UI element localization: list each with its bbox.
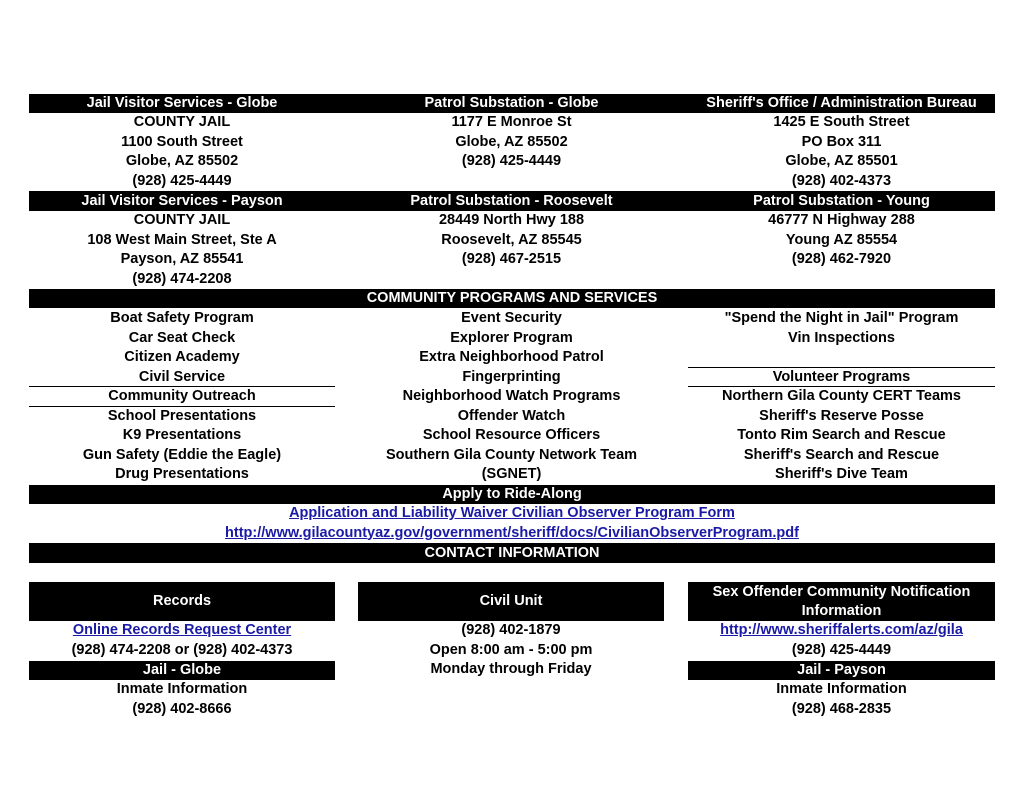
ride-along-form-row <box>29 504 995 524</box>
phone: (928) 467-2515 <box>461 251 562 267</box>
civil-unit-header: Civil Unit <box>358 582 664 621</box>
program-item: Extra Neighborhood Patrol <box>419 349 604 365</box>
admin-address <box>688 113 995 191</box>
divider <box>29 386 335 387</box>
ride-along-url-row <box>29 524 995 544</box>
text-line: Roosevelt, AZ 85545 <box>441 231 582 248</box>
divider <box>688 367 995 368</box>
program-item: Car Seat Check <box>128 329 236 346</box>
text-line: 108 West Main Street, Ste A <box>87 231 277 248</box>
phone: (928) 425-4449 <box>132 172 232 189</box>
text-line: Globe, AZ 85502 <box>455 133 568 150</box>
program-item: School Resource Officers <box>422 427 601 443</box>
records-info <box>29 621 335 660</box>
program-item: Neighborhood Watch Programs <box>402 388 621 404</box>
civil-unit-info <box>358 621 664 680</box>
phone: (928) 474-2208 or (928) 402-4373 <box>71 641 293 658</box>
header-patrol-young: Patrol Substation - Young <box>688 191 995 211</box>
program-item: Vin Inspections <box>788 329 895 346</box>
header-admin-bureau: Sheriff's Office / Administration Bureau <box>688 94 995 113</box>
patrol-young-address <box>688 211 995 270</box>
programs-header: COMMUNITY PROGRAMS AND SERVICES <box>29 289 995 308</box>
ride-along-links <box>29 504 995 543</box>
patrol-roosevelt-address <box>335 211 688 270</box>
text-line: Globe, AZ 85501 <box>785 153 898 169</box>
program-item: (SGNET) <box>481 466 542 482</box>
community-outreach-heading: Community Outreach <box>108 388 256 404</box>
patrol-globe-address <box>335 113 688 172</box>
ride-along-header: Apply to Ride-Along <box>29 485 995 504</box>
phone: (928) 425-4449 <box>791 641 892 658</box>
text-line: Payson, AZ 85541 <box>120 251 244 267</box>
sex-offender-info <box>688 621 995 660</box>
office-hours: Open 8:00 am - 5:00 pm <box>429 641 593 658</box>
divider <box>29 406 335 407</box>
program-item: Explorer Program <box>450 329 573 346</box>
program-item: Boat Safety Program <box>110 310 254 326</box>
phone: (928) 402-1879 <box>461 622 561 638</box>
text-line: Inmate Information <box>116 681 248 697</box>
text-line: COUNTY JAIL <box>133 114 231 130</box>
phone: (928) 474-2208 <box>132 270 232 287</box>
records-header: Records <box>29 582 335 621</box>
divider <box>688 386 995 387</box>
program-item: Fingerprinting <box>462 368 561 385</box>
phone: (928) 462-7920 <box>791 251 892 267</box>
text-line: 1100 South Street <box>121 133 243 150</box>
text-line: 46777 N Highway 288 <box>768 212 915 228</box>
ride-along-form-link[interactable]: Application and Liability Waiver Civilian Observer Program Form <box>289 505 735 521</box>
text-line: Young AZ 85554 <box>785 231 898 248</box>
jail-payson-contact-info <box>688 680 995 719</box>
text-line: PO Box 311 <box>801 133 882 150</box>
phone: (928) 425-4449 <box>461 153 562 169</box>
phone: (928) 468-2835 <box>791 700 892 717</box>
online-records-request-link[interactable]: Online Records Request Center <box>72 622 292 638</box>
text-line: COUNTY JAIL <box>133 212 231 228</box>
jail-globe-contact-header: Jail - Globe <box>29 661 335 680</box>
phone: (928) 402-8666 <box>132 700 232 717</box>
programs-col-3 <box>688 309 995 485</box>
program-item: "Spend the Night in Jail" Program <box>724 310 959 326</box>
text-line: 28449 North Hwy 188 <box>438 212 585 228</box>
sex-offender-header: Sex Offender Community Notification Information <box>688 582 995 621</box>
program-item: K9 Presentations <box>122 427 242 443</box>
contact-header: CONTACT INFORMATION <box>29 543 995 563</box>
program-item: Sheriff's Dive Team <box>775 466 908 482</box>
header-jail-payson: Jail Visitor Services - Payson <box>29 191 335 211</box>
text-line: 1425 E South Street <box>773 114 910 130</box>
jail-payson-contact-header: Jail - Payson <box>688 661 995 680</box>
ride-along-url-link[interactable]: http://www.gilacountyaz.gov/government/sheriff/docs/CivilianObserverProgram.pdf <box>225 524 799 541</box>
jail-globe-address <box>29 113 335 191</box>
header-jail-globe: Jail Visitor Services - Globe <box>29 94 335 113</box>
program-item: Sheriff's Search and Rescue <box>743 446 940 463</box>
program-item: Offender Watch <box>457 407 566 424</box>
header-patrol-roosevelt: Patrol Substation - Roosevelt <box>335 191 688 211</box>
programs-col-1 <box>29 309 335 485</box>
jail-payson-address <box>29 211 335 289</box>
programs-col-2 <box>335 309 688 485</box>
records-link-row <box>29 621 335 641</box>
program-item: Gun Safety (Eddie the Eagle) <box>82 446 282 463</box>
text-line: Inmate Information <box>776 681 907 697</box>
spacer <box>688 348 995 368</box>
program-item: Citizen Academy <box>124 349 240 365</box>
program-item: Northern Gila County CERT Teams <box>721 388 961 404</box>
program-item: Southern Gila County Network Team <box>385 446 638 463</box>
volunteer-programs-heading: Volunteer Programs <box>772 368 911 385</box>
header-patrol-globe: Patrol Substation - Globe <box>335 94 688 113</box>
program-item: Sheriff's Reserve Posse <box>759 407 924 424</box>
program-item: Drug Presentations <box>115 466 249 482</box>
phone: (928) 402-4373 <box>791 172 892 189</box>
program-item: Tonto Rim Search and Rescue <box>737 427 946 443</box>
office-days: Monday through Friday <box>430 661 592 677</box>
program-item: Civil Service <box>138 368 226 385</box>
text-line: 1177 E Monroe St <box>451 114 572 130</box>
sheriff-alerts-row <box>688 621 995 641</box>
program-item: Event Security <box>461 310 562 326</box>
sheriff-alerts-link[interactable]: http://www.sheriffalerts.com/az/gila <box>720 622 963 638</box>
jail-globe-contact-info <box>29 680 335 719</box>
text-line: Globe, AZ 85502 <box>125 153 239 169</box>
program-item: School Presentations <box>107 407 257 424</box>
